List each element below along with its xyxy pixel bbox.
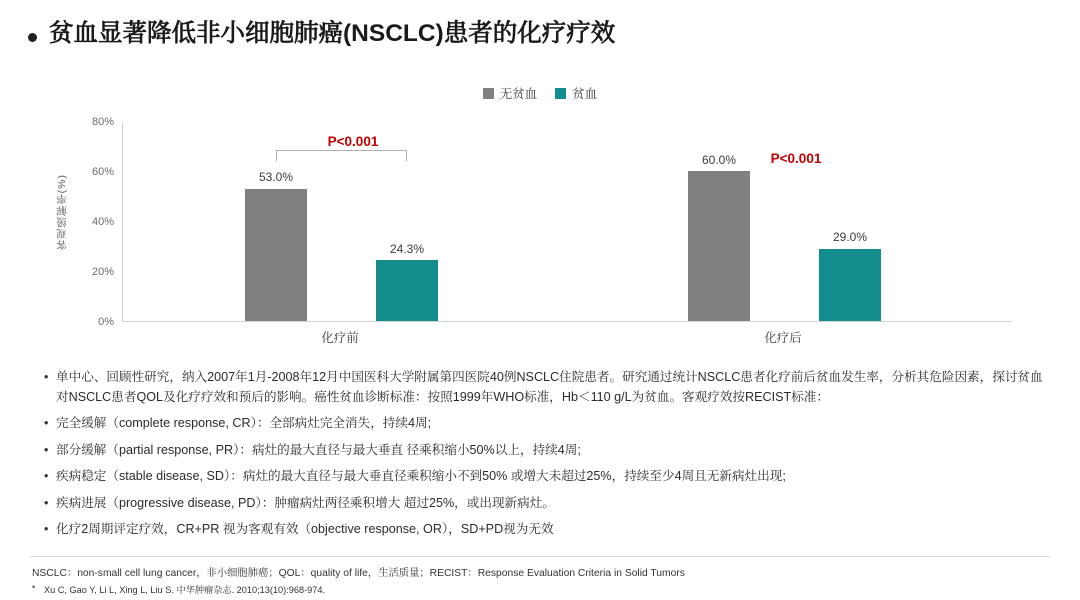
significance-bracket-pre [276,150,407,161]
list-item [40,494,1050,514]
footnote-reference: Xu C, Gao Y, Li L, Xing L, Liu S. 中华肿瘤杂志. 2010;13(10):968-974. [44,585,326,595]
page-title [28,18,615,50]
list-item [40,520,1050,540]
bar-label-nonanemia-post: 60.0% [701,153,737,167]
list-item-text: 疾病进展（progressive disease, PD）：肿瘤病灶两径乘积增大 超过25%，或出现新病灶。 [56,495,555,510]
legend-swatch-1 [555,88,566,99]
legend-label-0: 无贫血 [499,87,538,101]
legend-swatch-0 [483,88,494,99]
footnote-bullet-marker: • [32,582,36,592]
list-item [40,414,1050,434]
title-bullet-icon [28,33,37,42]
significance-label-post: P<0.001 [770,151,822,166]
y-axis-ticks [78,116,120,328]
bar-anemia-pre [376,260,438,321]
bullet-marker: • [44,442,49,457]
x-label-0: 化疗前 [321,331,359,345]
y-tick-2: 40% [91,216,114,228]
body-bullet-list [40,368,1050,547]
list-item [40,441,1050,461]
y-tick-1: 20% [91,266,114,278]
bullet-marker: • [44,416,49,431]
x-label-1: 化疗后 [764,331,802,345]
list-item-text: 单中心、回顾性研究，纳入2007年1月-2008年12月中国医科大学附属第四医院40例NSCLC住院患者。研究通过统计NSCLC患者化疗前后贫血发生率，分析其危险因素，探讨贫血对NSCLC患者QOL及化疗疗效和预后的影响。癌性贫血诊断标准：按照1999年WHO标准，Hb＜110 g/L为贫血。客观疗效按RECIST标准： [56,370,1043,404]
y-axis-title: 客观缓解率(%) [56,174,68,251]
footnote-abbreviations: NSCLC：non-small cell lung cancer，非小细胞肺癌；QOL：quality of life，生活质量；RECIST：Response Evaluation Criteria in Solid Tumors [32,568,685,579]
bar-nonanemia-post [688,171,750,321]
bar-anemia-post [819,249,881,322]
bullet-marker: • [44,522,49,537]
list-item-text: 部分缓解（partial response, PR）：病灶的最大直径与最大垂直 径乘积缩小50%以上，持续4周; [56,442,581,457]
list-item-text: 完全缓解（complete response, CR）：全部病灶完全消失，持续4周; [56,416,432,431]
list-item-text: 疾病稳定（stable disease, SD）：病灶的最大直径与最大垂直径乘积缩小不到50% 或增大未超过25%，持续至少4周且无新病灶出现; [56,469,786,484]
chart-legend [0,84,1080,102]
bullet-marker: • [44,469,49,484]
footnote-reference-row [32,582,325,596]
list-item [40,368,1050,407]
bullet-marker: • [44,370,49,384]
bar-nonanemia-pre [245,189,307,322]
chart-plot-area [122,122,1012,322]
legend-item-0 [483,84,538,102]
list-item-text: 化疗2周期评定疗效，CR+PR 视为客观有效（objective response, OR），SD+PD视为无效 [56,522,554,537]
bar-label-nonanemia-pre: 53.0% [258,170,294,184]
page-title-text: 贫血显著降低非小细胞肺癌(NSCLC)患者的化疗疗效 [49,20,616,47]
significance-label-pre: P<0.001 [327,134,379,149]
bar-label-anemia-pre: 24.3% [389,242,425,256]
footer-divider [30,556,1050,557]
bar-chart [56,116,1020,347]
bullet-marker: • [44,495,49,510]
y-tick-3: 60% [91,166,114,178]
y-tick-0: 0% [98,316,114,328]
legend-label-1: 贫血 [572,87,598,101]
x-axis-labels [122,326,1012,348]
bar-label-anemia-post: 29.0% [832,230,868,244]
y-tick-4: 80% [91,116,114,128]
list-item [40,467,1050,487]
legend-item-1 [555,84,597,102]
